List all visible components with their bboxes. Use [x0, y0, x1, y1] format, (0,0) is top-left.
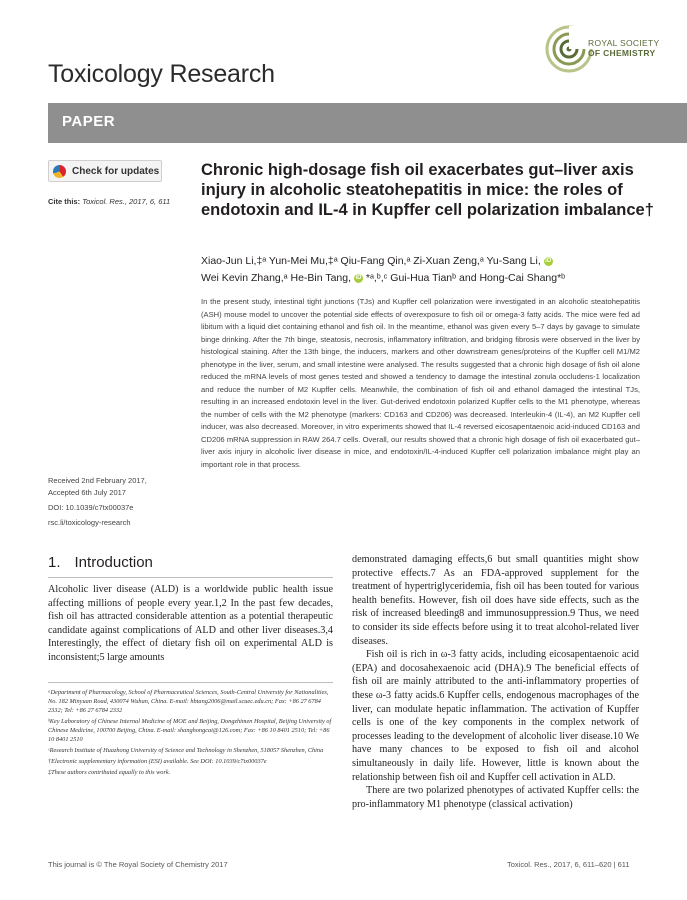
footer-page-info: Toxicol. Res., 2017, 6, 611–620 | 611 — [507, 860, 630, 869]
body-paragraph: demonstrated damaging effects,6 but small quantities might show protective effects.7 As an FDA-approved supplement for the treatment of hypertriglyceridemia, fish oil has been touted for various health benefits. However, fish oil does have side effects, such as the risk of increased bleeding8 and immunosuppression.9 Thus, we need to consider its side effects before using it to treat alcohol-related liver diseases. — [352, 554, 639, 647]
check-for-updates-label: Check for updates — [72, 165, 160, 177]
body-column-right — [352, 553, 639, 811]
footer-copyright: This journal is © The Royal Society of Chemistry 2017 — [48, 860, 228, 869]
section-rule — [48, 577, 333, 578]
check-for-updates-button[interactable] — [48, 160, 162, 182]
author-list — [201, 253, 661, 287]
footnote: ‡These authors contributed equally to this work. — [48, 769, 171, 776]
footnote: ᵇKey Laboratory of Chinese Internal Medicine of MOE and Beijing, Dongzhimen Hospital, Beijing University of Chinese Medicine, 100700 Beijing, China. E-mail: shanghongcai@126.com; Fax: +86 10 8401 2510; Tel: +86 10 8401 2510 — [48, 718, 332, 743]
article-type-label: PAPER — [62, 113, 116, 130]
footnote: ᶜResearch Institute of Huazhong University of Science and Technology in Shenzhen, 518057 Shenzhen, China — [48, 747, 324, 754]
footnotes — [48, 688, 333, 779]
journal-site-link[interactable]: rsc.li/toxicology-research — [48, 518, 131, 527]
authors-line-2: Wei Kevin Zhang,ᵃ He-Bin Tang, — [201, 272, 352, 284]
section-heading: 1. Introduction — [48, 554, 153, 571]
footnote-rule — [48, 682, 333, 683]
received-date: Received 2nd February 2017, — [48, 476, 147, 485]
doi-link[interactable]: DOI: 10.1039/c7tx00037e — [48, 503, 134, 512]
abstract-text: In the present study, intestinal tight junctions (TJs) and Kupffer cell polarization were investigated in an alcoholic steatohepatitis (ASH) mouse model to uncover the potential side effects of overexposure to fish oil or omega-3 fatty acids. The mice were fed ad libitum with a liquid diet containing ethanol and fish oil. In the meantime, ethanol was given every 5–7 days by gavage to simulate binge drinking. After the 7th binge, steatosis, necrosis, inflammatory infiltration, and bridging fibrosis were observed in the liver by histological staining. After the 13th binge, the inducers, markers and other downstream genes/proteins of the Kupffer cell M1/M2 phenotype in the liver, serum, and small intestine were analysed. The results suggested that a chronic high dosage of fish oil alone reduced the mRNA levels of most genes tested and showed a tendency to damage the intestinal zonula occludens-1 localization and reduce the number of M2 Kupffer cells. Meanwhile, the combination of fish oil and ethanol damaged the intestinal TJs, resulting in an increased endotoxin level in the liver. Gut-derived endotoxin polarized Kupffer cells to the M1 phenotype, whereas the number of cells with the M2 phenotype (markers: CD163 and CD206) was decreased. Interleukin-4 (IL-4), an M2 Kupffer cell inducer, was also decreased. Moreover, in vitro experiments showed that IL-4 reversed eicosapentaenoic acid-induced CD163 and CD206 mRNA suppression in RAW 264.7 cells. Overall, our results showed that a chronic high dosage of fish oil exacerbated gut–liver axis injury in alcoholic liver disease in mice, and endotoxin/IL-4-induced Kupffer cell polarization imbalance might play an important role in that process. — [201, 297, 640, 469]
body-paragraph: There are two polarized phenotypes of activated Kupffer cells: the pro-inflammatory M1 phenotype (classical activation) — [352, 785, 639, 810]
rsc-logo-text: ROYAL SOCIETY OF CHEMISTRY — [588, 38, 660, 58]
footnote: †Electronic supplementary information (ESI) available. See DOI: 10.1039/c7tx00037e — [48, 758, 267, 765]
article-type-band — [48, 103, 687, 143]
article-title: Chronic high-dosage fish oil exacerbates gut–liver axis injury in alcoholic steatohepatitis in mice: the roles of endotoxin and IL-4 in Kupffer cell polarization imbalance† — [201, 161, 654, 219]
citation: Cite this: Toxicol. Res., 2017, 6, 611 — [48, 197, 171, 206]
body-column-left — [48, 583, 333, 665]
crossmark-icon — [53, 165, 66, 178]
footnote: ᵃDepartment of Pharmacology, School of Pharmaceutical Sciences, South-Central University for Nationalities, No. 182 Minyuan Road, 430074 Wuhan, China. E-mail: hbtang2006@mail.scuec.edu.cn; Fax: +86 27 6784 2332; Tel: +86 27 6784 2332 — [48, 689, 329, 714]
authors-line-1: Xiao-Jun Li,‡ᵃ Yun-Mei Mu,‡ᵃ Qiu-Fang Qin,ᵃ Zi-Xuan Zeng,ᵃ Yu-Sang Li, — [201, 255, 541, 267]
body-paragraph: Fish oil is rich in ω-3 fatty acids, including eicosapentaenoic acid (EPA) and docosahexaenoic acid (DHA).9 The beneficial effects of fish oil are mainly attributed to the anti-inflammatory properties of these ω-3 fatty acids.6 Kupffer cells, endogenous macrophages of the liver, can modulate hepatic inflammation. The activation of Kupffer cells is one of the key components in the complex network of processes leading to the development of alcoholic liver disease.10 We have many chances to be exposed to fish oil and alcohol simultaneously in daily life. However, little is known about the relationship between fish oil and Kupffer cell activation in ALD. — [352, 649, 639, 783]
authors-line-2b: *ᵃ,ᵇ,ᶜ Gui-Hua Tianᵇ and Hong-Cai Shang*ᵇ — [365, 272, 566, 284]
orcid-icon[interactable]: iD — [545, 257, 552, 264]
abstract — [201, 296, 640, 471]
body-paragraph: Alcoholic liver disease (ALD) is a worldwide public health issue affecting millions of people every year.1,2 In the past few decades, fish oil has attracted considerable attention as a potential therapeutic candidate against complications of ALD and other liver diseases.3,4 Interestingly, the effect of dietary fish oil on experimental ALD is inconsistent;5 large amounts — [48, 584, 333, 663]
orcid-icon[interactable]: iD — [355, 274, 362, 281]
accepted-date: Accepted 6th July 2017 — [48, 488, 126, 497]
journal-title: Toxicology Research — [48, 60, 275, 88]
